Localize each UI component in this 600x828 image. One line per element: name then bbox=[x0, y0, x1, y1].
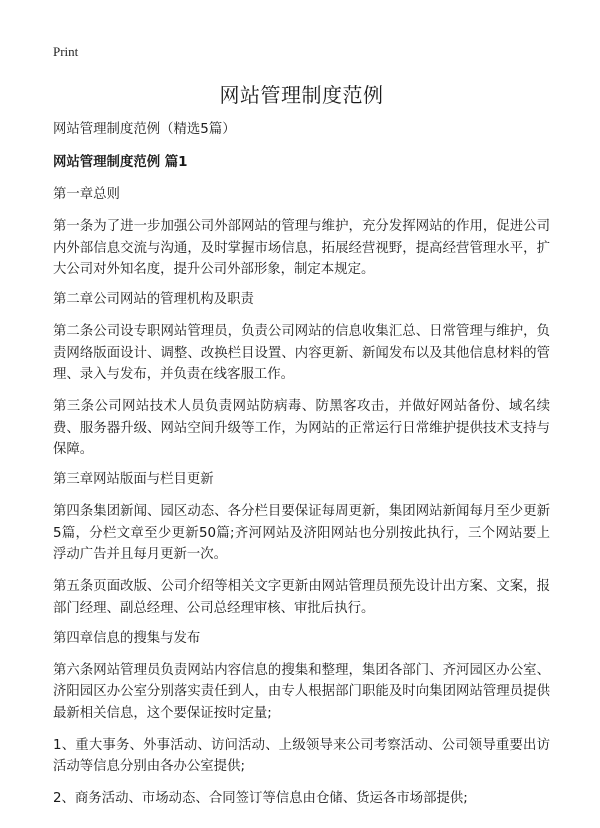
print-label: Print bbox=[53, 44, 79, 59]
document-title: 网站管理制度范例 bbox=[219, 83, 384, 107]
chapter-heading-4: 第四章信息的搜集与发布 bbox=[53, 630, 201, 646]
section-heading: 网站管理制度范例 篇1 bbox=[53, 155, 188, 170]
article-1-paragraph: 第一条为了进一步加强公司外部网站的管理与维护，充分发挥网站的作用，促进公司内外部信息交流与沟通，及时掌握市场信息，拓展经营视野，提高经营管理水平，扩大公司对外知名度，提升公司外部形象，制定本规定。 bbox=[53, 219, 550, 277]
article-6-paragraph: 第六条网站管理员负责网站内容信息的搜集和整理，集团各部门、齐河园区办公室、济阳园区办公室分别落实责任到人，由专人根据部门职能及时向集团网站管理员提供最新相关信息，这个要保证按时定量; bbox=[53, 662, 550, 721]
chapter-heading-3: 第三章网站版面与栏目更新 bbox=[53, 472, 214, 487]
chapter-heading-1: 第一章总则 bbox=[53, 187, 120, 202]
article-2-paragraph: 第二条公司设专职网站管理员，负责公司网站的信息收集汇总、日常管理与维护，负责网络版面设计、调整、改换栏目设置、内容更新、新闻发布以及其他信息材料的管理、录入与发布，并负责在线客服工作。 bbox=[53, 324, 550, 382]
article-4-paragraph: 第四条集团新闻、园区动态、各分栏目要保证每周更新，集团网站新闻每月至少更新5篇，分栏文章至少更新50篇;齐河网站及济阳网站也分别按此执行，三个网站要上浮动广告并且每月更新一次。 bbox=[53, 504, 550, 562]
document-subtitle: 网站管理制度范例（精选5篇） bbox=[53, 122, 236, 137]
article-3-paragraph: 第三条公司网站技术人员负责网站防病毒、防黑客攻击，并做好网站备份、域名续费、服务器升级、网站空间升级等工作，为网站的正常运行日常维护提供技术支持与保障。 bbox=[53, 399, 550, 457]
article-5-paragraph: 第五条页面改版、公司介绍等相关文字更新由网站管理员预先设计出方案、文案，报部门经理、副总经理、公司总经理审核、审批后执行。 bbox=[53, 579, 550, 616]
chapter-heading-2: 第二章公司网站的管理机构及职责 bbox=[53, 292, 254, 307]
list-item-1: 1、重大事务、外事活动、访问活动、上级领导来公司考察活动、公司领导重要出访活动等信息分别由各办公室提供; bbox=[53, 737, 550, 774]
list-item-2: 2、商务活动、市场动态、合同签订等信息由仓储、货运各市场部提供; bbox=[53, 791, 468, 806]
